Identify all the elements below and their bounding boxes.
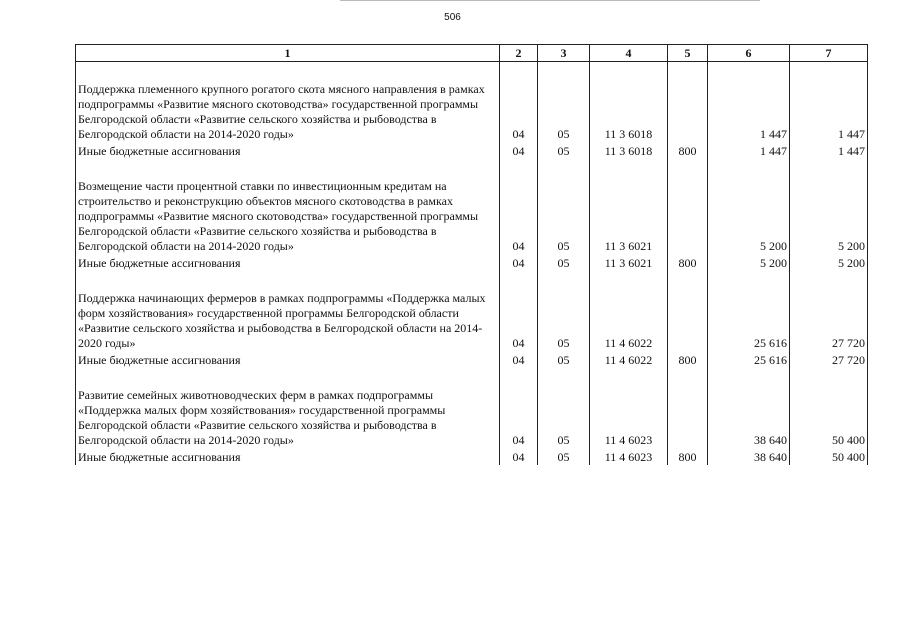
header-col-5: 5: [668, 45, 708, 62]
row-target-article: 11 4 6022: [590, 271, 668, 351]
row-section: 04: [500, 142, 538, 159]
header-col-4: 4: [590, 45, 668, 62]
row-subsection: 05: [538, 448, 590, 465]
row-amount-2: 27 720: [790, 271, 868, 351]
row-expense-type: [668, 159, 708, 254]
row-amount-1: 1 447: [708, 62, 790, 143]
row-description: Иные бюджетные ассигнования: [76, 142, 500, 159]
row-amount-1: 38 640: [708, 368, 790, 448]
row-description: Иные бюджетные ассигнования: [76, 448, 500, 465]
row-target-article: 11 3 6018: [590, 62, 668, 143]
row-subsection: 05: [538, 351, 590, 368]
row-amount-1: 5 200: [708, 159, 790, 254]
row-expense-type: [668, 62, 708, 143]
table-row: [76, 448, 868, 465]
table-row: [76, 62, 868, 143]
row-amount-1: 38 640: [708, 448, 790, 465]
row-section: 04: [500, 159, 538, 254]
row-target-article: 11 4 6023: [590, 368, 668, 448]
row-section: 04: [500, 368, 538, 448]
header-col-3: 3: [538, 45, 590, 62]
scan-top-rule: [340, 0, 760, 1]
row-amount-1: 25 616: [708, 271, 790, 351]
row-amount-2: 1 447: [790, 142, 868, 159]
row-amount-2: 50 400: [790, 368, 868, 448]
row-expense-type: 800: [668, 448, 708, 465]
header-col-7: 7: [790, 45, 868, 62]
header-col-2: 2: [500, 45, 538, 62]
row-target-article: 11 3 6021: [590, 254, 668, 271]
row-amount-1: 1 447: [708, 142, 790, 159]
row-description: Иные бюджетные ассигнования: [76, 254, 500, 271]
row-subsection: 05: [538, 159, 590, 254]
table-row: [76, 351, 868, 368]
row-amount-1: 5 200: [708, 254, 790, 271]
header-col-1: 1: [76, 45, 500, 62]
row-section: 04: [500, 254, 538, 271]
row-amount-2: 1 447: [790, 62, 868, 143]
row-target-article: 11 3 6021: [590, 159, 668, 254]
row-amount-2: 50 400: [790, 448, 868, 465]
row-target-article: 11 4 6023: [590, 448, 668, 465]
header-col-6: 6: [708, 45, 790, 62]
table-row: [76, 142, 868, 159]
row-section: 04: [500, 62, 538, 143]
row-expense-type: 800: [668, 254, 708, 271]
row-description: Поддержка племенного крупного рогатого скота мясного направления в рамках подпрограммы «Развитие мясного скотоводства» государственной программы Белгородской области «Развитие сельского хозяйства и рыбоводства в Белгородской области на 2014-2020 годы»: [76, 62, 500, 143]
table-row: [76, 368, 868, 448]
row-section: 04: [500, 448, 538, 465]
budget-table: [75, 44, 868, 465]
row-subsection: 05: [538, 62, 590, 143]
row-subsection: 05: [538, 254, 590, 271]
row-amount-2: 5 200: [790, 159, 868, 254]
table-row: [76, 271, 868, 351]
row-expense-type: 800: [668, 351, 708, 368]
row-description: Поддержка начинающих фермеров в рамках подпрограммы «Поддержка малых форм хозяйствования» государственной программы Белгородской области «Развитие сельского хозяйства и рыбоводства в Белгородской области на 2014-2020 годы»: [76, 271, 500, 351]
row-expense-type: 800: [668, 142, 708, 159]
table-row: [76, 254, 868, 271]
page-number: 506: [444, 12, 461, 23]
row-section: 04: [500, 271, 538, 351]
header-row: [76, 45, 868, 62]
row-target-article: 11 4 6022: [590, 351, 668, 368]
row-description: Иные бюджетные ассигнования: [76, 351, 500, 368]
row-amount-2: 27 720: [790, 351, 868, 368]
row-description: Развитие семейных животноводческих ферм в рамках подпрограммы «Поддержка малых форм хозяйствования» государственной программы Белгородской области «Развитие сельского хозяйства и рыбоводства в Белгородской области на 2014-2020 годы»: [76, 368, 500, 448]
row-amount-1: 25 616: [708, 351, 790, 368]
row-description: Возмещение части процентной ставки по инвестиционным кредитам на строительство и реконструкцию объектов мясного скотоводства в рамках подпрограммы «Развитие мясного скотоводства» государственной программы Белгородской области «Развитие сельского хозяйства и рыбоводства в Белгородской области на 2014-2020 годы»: [76, 159, 500, 254]
row-subsection: 05: [538, 368, 590, 448]
row-section: 04: [500, 351, 538, 368]
row-target-article: 11 3 6018: [590, 142, 668, 159]
row-subsection: 05: [538, 271, 590, 351]
row-subsection: 05: [538, 142, 590, 159]
row-expense-type: [668, 271, 708, 351]
row-expense-type: [668, 368, 708, 448]
table-row: [76, 159, 868, 254]
row-amount-2: 5 200: [790, 254, 868, 271]
